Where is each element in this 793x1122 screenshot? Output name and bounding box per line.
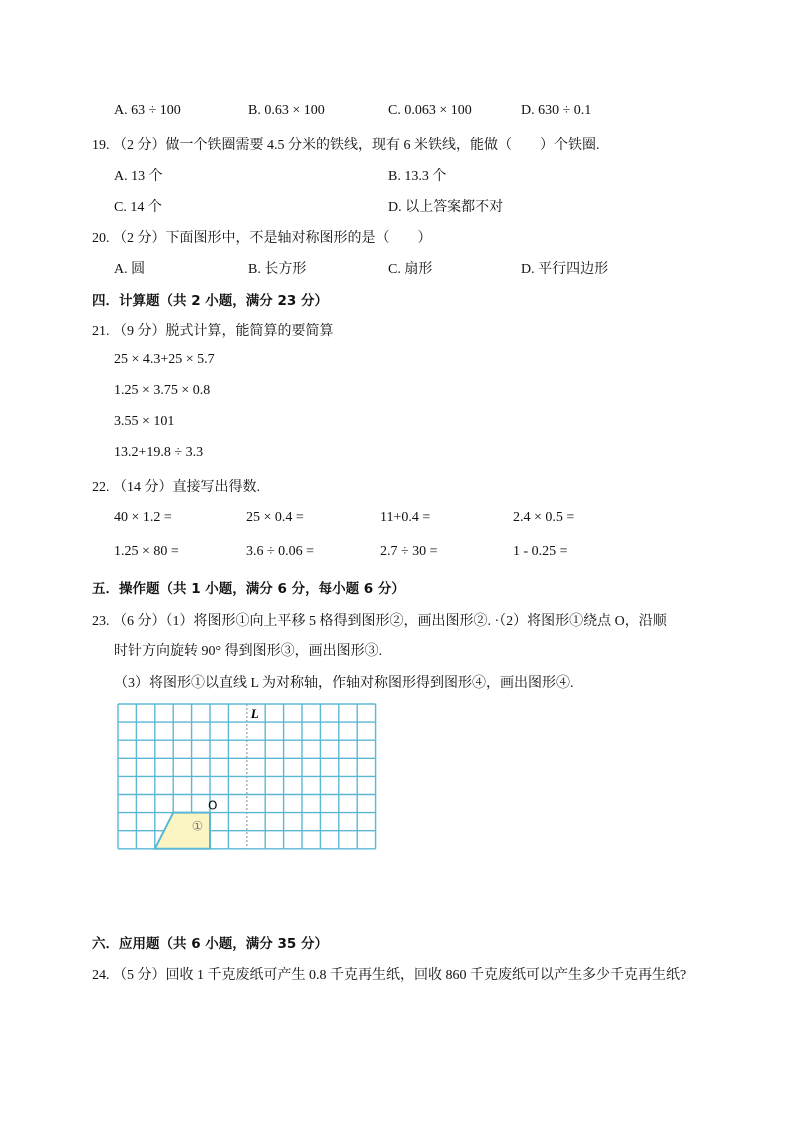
expression: 2.4 × 0.5 = [513, 510, 575, 525]
expression: 13.2+19.8 ÷ 3.3 [114, 445, 204, 460]
expression: 2.7 ÷ 30 = [380, 544, 438, 559]
expression: 3.6 ÷ 0.06 = [246, 544, 315, 559]
expression: 1 - 0.25 = [513, 544, 568, 559]
axis-label: L [250, 706, 259, 721]
option-a: A. 圆 [114, 262, 146, 277]
expression: 40 × 1.2 = [114, 510, 172, 525]
option-b: B. 长方形 [248, 262, 307, 277]
option-a: A. 13 个 [114, 169, 163, 184]
q22-stem: 22. （14 分）直接写出得数. [92, 480, 260, 495]
q24-stem: 24. （5 分）回收 1 千克废纸可产生 0.8 千克再生纸，回收 860 千克废纸可以产生多少千克再生纸? [92, 968, 687, 983]
option-a: A. 63 ÷ 100 [114, 103, 181, 118]
shape-label: ① [191, 819, 204, 835]
expression: 11+0.4 = [380, 510, 431, 525]
expression: 25 × 0.4 = [246, 510, 304, 525]
point-label: O [208, 798, 218, 813]
option-b: B. 13.3 个 [388, 169, 447, 184]
option-c: C. 14 个 [114, 200, 162, 215]
expression: 1.25 × 80 = [114, 544, 179, 559]
option-b: B. 0.63 × 100 [248, 103, 325, 118]
expression: 1.25 × 3.75 × 0.8 [114, 383, 211, 398]
section-heading: 六．应用题（共 6 小题，满分 35 分） [92, 936, 328, 952]
option-d: D. 630 ÷ 0.1 [521, 103, 592, 118]
grid-figure [112, 698, 392, 858]
option-d: D. 以上答案都不对 [388, 200, 504, 215]
expression: 3.55 × 101 [114, 414, 175, 429]
option-d: D. 平行四边形 [521, 262, 609, 277]
q19-stem: 19. （2 分）做一个铁圈需要 4.5 分米的铁线，现有 6 米铁线，能做（ ）个铁圈. [92, 138, 600, 153]
option-c: C. 扇形 [388, 262, 433, 277]
option-c: C. 0.063 × 100 [388, 103, 472, 118]
section-heading: 五．操作题（共 1 小题，满分 6 分，每小题 6 分） [92, 581, 405, 597]
q20-stem: 20. （2 分）下面图形中，不是轴对称图形的是（ ） [92, 231, 432, 246]
expression: 25 × 4.3+25 × 5.7 [114, 352, 215, 367]
q23-line2: 时针方向旋转 90° 得到图形③，画出图形③. [114, 644, 383, 659]
q23-line1: 23. （6 分）（1）将图形①向上平移 5 格得到图形②，画出图形②. ·（2）将图形①绕点 O，沿顺 [92, 614, 667, 629]
section-heading: 四．计算题（共 2 小题，满分 23 分） [92, 293, 328, 309]
q21-stem: 21. （9 分）脱式计算，能简算的要简算 [92, 324, 334, 339]
q23-line3: （3）将图形①以直线 L 为对称轴，作轴对称图形得到图形④，画出图形④. [114, 676, 574, 691]
